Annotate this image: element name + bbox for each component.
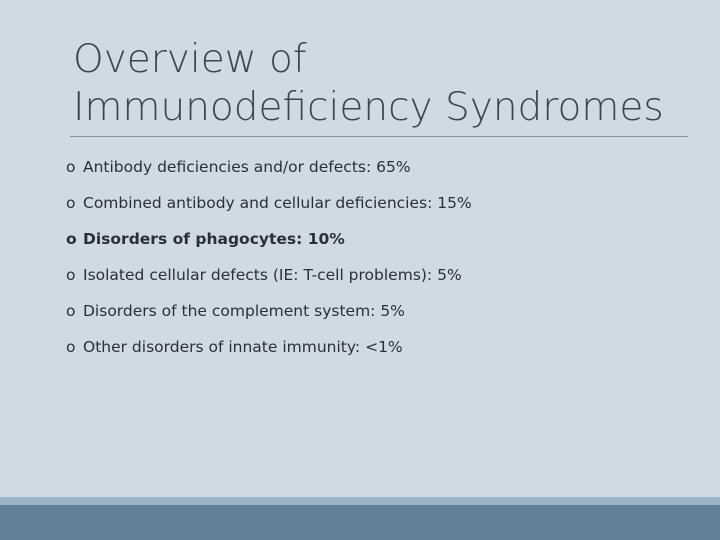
footer-band-light [0, 497, 720, 505]
footer-band-dark [0, 505, 720, 540]
bullet-marker-icon: o [66, 230, 77, 248]
bullet-list [66, 149, 686, 365]
bullet-item [66, 221, 686, 257]
bullet-item [66, 149, 686, 185]
bullet-text: Other disorders of innate immunity: <1% [83, 338, 403, 356]
bullet-marker-icon: o [66, 302, 76, 320]
title-line-1: Overview of [73, 37, 307, 82]
bullet-text: Disorders of phagocytes: 10% [83, 230, 345, 248]
bullet-text: Combined antibody and cellular deficiencies: 15% [83, 194, 472, 212]
title-line-2: Immunodeficiency Syndromes [73, 85, 664, 130]
bullet-item [66, 329, 686, 365]
bullet-marker-icon: o [66, 266, 76, 284]
slide-title [73, 36, 693, 132]
bullet-text: Isolated cellular defects (IE: T-cell problems): 5% [83, 266, 462, 284]
bullet-marker-icon: o [66, 194, 76, 212]
title-divider [70, 136, 688, 137]
bullet-item [66, 293, 686, 329]
bullet-item [66, 257, 686, 293]
bullet-marker-icon: o [66, 158, 76, 176]
bullet-marker-icon: o [66, 338, 76, 356]
bullet-text: Disorders of the complement system: 5% [83, 302, 405, 320]
bullet-item [66, 185, 686, 221]
bullet-text: Antibody deficiencies and/or defects: 65% [83, 158, 411, 176]
